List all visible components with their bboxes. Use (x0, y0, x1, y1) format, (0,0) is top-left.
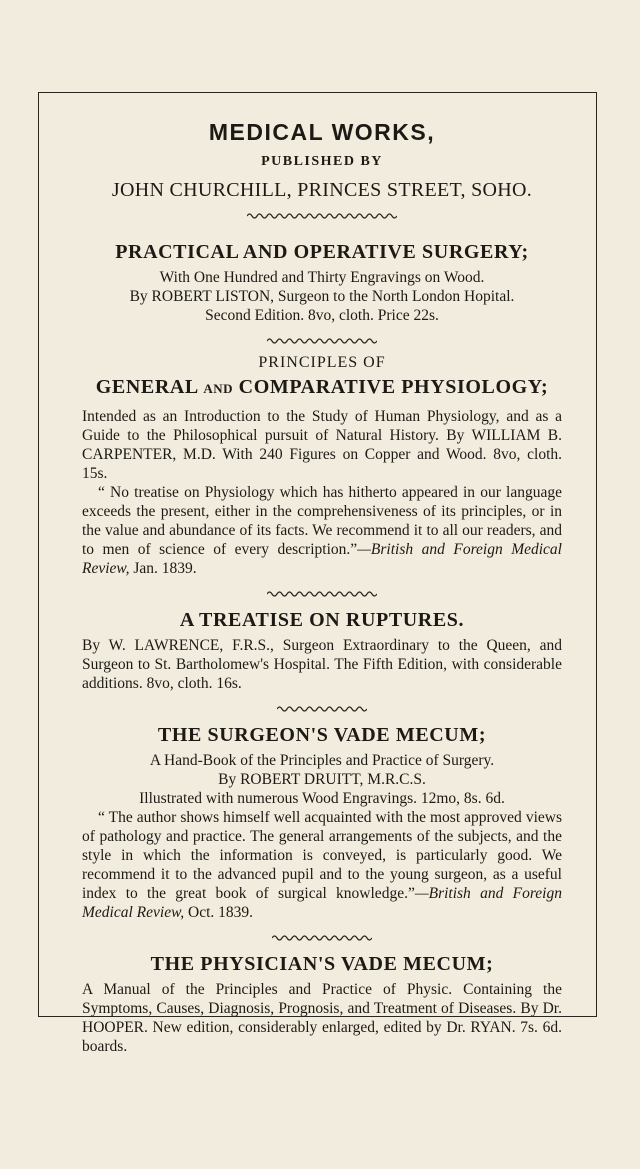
quote-source: —British and Foreign Medical Review, (82, 541, 562, 577)
wavy-divider (277, 705, 367, 713)
quote-text: “ The author shows himself well acquainted with the most approved views of pathology and practice. The general arrangements of the subjects, and the style in which the information is conveyed, is particularly good. We recommend it to the advanced pupil and to the young surgeon, as a useful index to the great book of surgical knowledge.” (82, 809, 562, 902)
page-title: MEDICAL WORKS, (208, 119, 436, 145)
published-by-label: PUBLISHED BY (261, 154, 383, 169)
review-quote (82, 483, 562, 578)
entry-practical-surgery (82, 240, 562, 325)
quote-date: Oct. 1839. (184, 904, 254, 921)
advertisement-page (82, 118, 562, 1056)
entry-title-part: COMPARATIVE PHYSIOLOGY; (238, 376, 549, 398)
entry-line: By ROBERT DRUITT, M.R.C.S. (218, 771, 426, 788)
publisher-header (82, 118, 562, 202)
entry-title-and: AND (203, 381, 234, 396)
quote-source: —British and Foreign Medical Review, (82, 885, 562, 921)
wavy-divider (247, 212, 397, 220)
review-quote (82, 808, 562, 922)
entry-title: THE PHYSICIAN'S VADE MECUM; (150, 953, 494, 975)
entry-title: PRACTICAL AND OPERATIVE SURGERY; (115, 241, 529, 263)
wavy-divider (267, 590, 377, 598)
entry-description: A Manual of the Principles and Practice of Physic. Containing the Symptoms, Causes, Diagnosis, Prognosis, and Treatment of Diseases. By Dr. HOOPER. New edition, considerably enlarged, edited by Dr. RYAN. 7s. 6d. boards. (82, 981, 562, 1055)
entry-surgeons-vade-mecum (82, 723, 562, 922)
entry-line: A Hand-Book of the Principles and Practice of Surgery. (149, 752, 495, 769)
entry-description: Intended as an Introduction to the Study of Human Physiology, and as a Guide to the Philosophical pursuit of Natural History. By WILLIAM B. CARPENTER, M.D. With 240 Figures on Copper and Wood. 8vo, cloth. 15s. (82, 408, 562, 482)
entry-line: Illustrated with numerous Wood Engravings. 12mo, 8s. 6d. (139, 790, 505, 807)
entry-title: A TREATISE ON RUPTURES. (179, 609, 465, 631)
quote-text: “ No treatise on Physiology which has hitherto appeared in our language exceeds the present, either in the comprehensiveness of its principles, or in the value and abundance of its facts. We recommend it to all our readers, and to men of science of every description.” (82, 484, 562, 558)
entry-ruptures (82, 608, 562, 693)
entry-physiology (82, 353, 562, 578)
entry-title (82, 375, 562, 401)
entry-description: By W. LAWRENCE, F.R.S., Surgeon Extraordinary to the Queen, and Surgeon to St. Bartholomew's Hospital. The Fifth Edition, with considerable additions. 8vo, cloth. 16s. (82, 637, 562, 692)
quote-date: Jan. 1839. (129, 560, 197, 577)
publisher-name: JOHN CHURCHILL, PRINCES STREET, SOHO. (111, 179, 533, 201)
entry-pre-title: PRINCIPLES OF (258, 354, 386, 371)
entry-physicians-vade-mecum (82, 952, 562, 1056)
wavy-divider (272, 934, 372, 942)
entry-title-part: GENERAL (95, 376, 198, 398)
entry-line: By ROBERT LISTON, Surgeon to the North London Hopital. (129, 288, 515, 305)
wavy-divider (267, 337, 377, 345)
entry-title: THE SURGEON'S VADE MECUM; (157, 724, 487, 746)
entry-line: With One Hundred and Thirty Engravings on Wood. (159, 269, 485, 286)
entry-line: Second Edition. 8vo, cloth. Price 22s. (205, 307, 439, 324)
